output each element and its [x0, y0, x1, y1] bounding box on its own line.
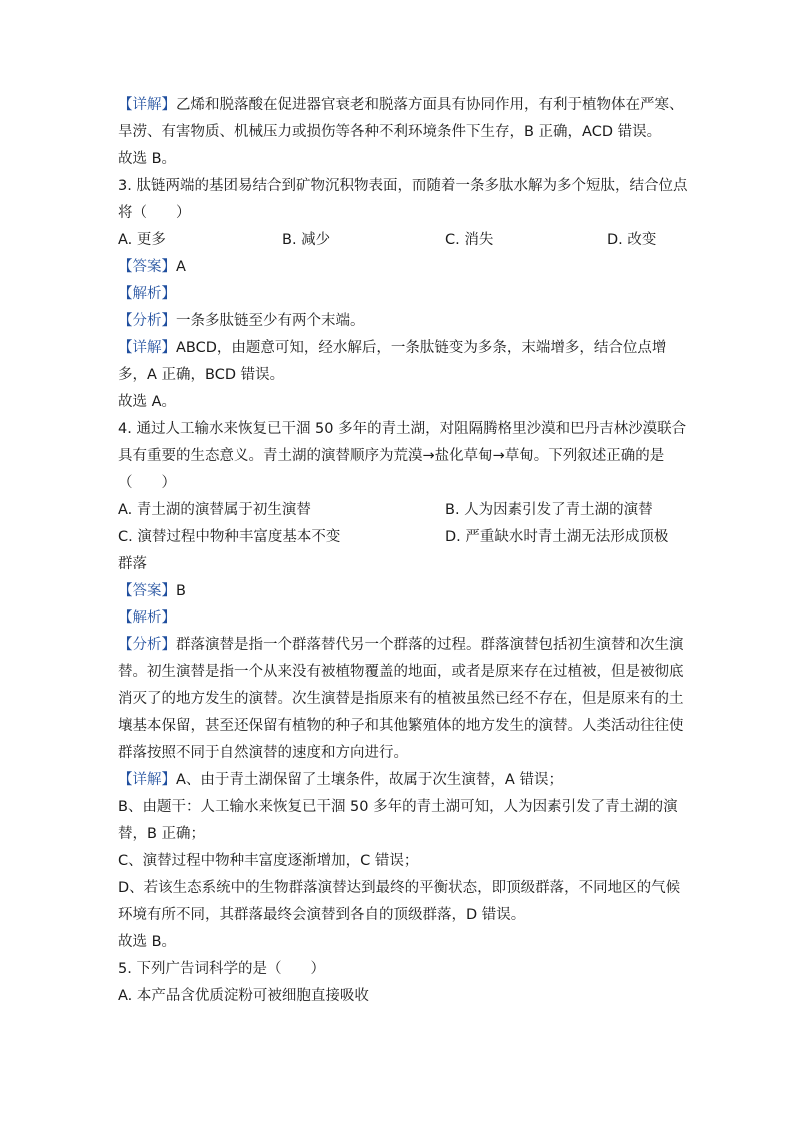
- analysis-tag: 【解析】: [118, 610, 176, 626]
- q2-detail-text-1: 乙烯和脱落酸在促进器官衰老和脱落方面具有协同作用，有利于植物体在严寒、: [176, 97, 684, 113]
- q3-option-d: D. 改变: [607, 232, 657, 248]
- q3-detail-line-2: 多，A 正确，BCD 错误。: [118, 367, 285, 383]
- q4-detail-c: C、演替过程中物种丰富度逐渐增加，C 错误；: [118, 853, 419, 869]
- q3-answer-value: A: [176, 259, 186, 275]
- q3-conclusion: 故选 A。: [118, 394, 177, 410]
- q4-fenxi-line-5: 群落按照不同于自然演替的速度和方向进行。: [118, 745, 408, 761]
- q2-detail-line-2: 旱涝、有害物质、机械压力或损伤等各种不利环境条件下生存，B 正确，ACD 错误。: [118, 124, 662, 140]
- q4-stem-line-3: （ ）: [118, 475, 176, 491]
- q3-stem-line-2: 将（ ）: [118, 205, 191, 221]
- q4-fenxi-line-1: [118, 632, 684, 659]
- q4-option-d: D. 严重缺水时青土湖无法形成顶极: [445, 529, 669, 545]
- q3-option-c: C. 消失: [445, 232, 494, 248]
- q4-detail-b-line-1: B、由题干：人工输水来恢复已干涸 50 多年的青土湖可知，人为因素引发了青土湖的演: [118, 799, 678, 815]
- q4-stem-line-2: 具有重要的生态意义。青土湖的演替顺序为荒漠→盐化草甸→草甸。下列叙述正确的是: [118, 448, 665, 464]
- q4-options-row-1: [118, 497, 678, 524]
- q4-options-row-2: [118, 524, 678, 551]
- q4-analysis-heading: [118, 605, 678, 632]
- detail-tag: 【详解】: [118, 97, 176, 113]
- q3-options: [118, 227, 678, 254]
- q3-option-a: A. 更多: [118, 232, 166, 248]
- answer-tag: 【答案】: [118, 259, 176, 275]
- q4-detail-a-text: A、由于青土湖保留了土壤条件，故属于次生演替，A 错误；: [176, 772, 563, 788]
- q4-detail-b-line-2: 替，B 正确；: [118, 826, 206, 842]
- detail-tag: 【详解】: [118, 772, 176, 788]
- q4-answer: [118, 578, 678, 605]
- q4-answer-value: B: [176, 583, 186, 599]
- detail-tag: 【详解】: [118, 340, 176, 356]
- document-content: [118, 92, 688, 1010]
- q4-fenxi-line-2: 替。初生演替是指一个从来没有被植物覆盖的地面，或者是原来存在过植被，但是被彻底: [118, 664, 684, 680]
- q3-analysis-heading: [118, 281, 678, 308]
- q4-conclusion: 故选 B。: [118, 934, 177, 950]
- fenxi-tag: 【分析】: [118, 313, 176, 329]
- q2-conclusion: 故选 B。: [118, 151, 177, 167]
- q4-fenxi-line-4: 壤基本保留，甚至还保留有植物的种子和其他繁殖体的地方发生的演替。人类活动往往使: [118, 718, 684, 734]
- q3-detail-text-1: ABCD，由题意可知，经水解后，一条肽链变为多条，末端增多，结合位点增: [176, 340, 667, 356]
- q3-answer: [118, 254, 678, 281]
- q4-option-c: C. 演替过程中物种丰富度基本不变: [118, 529, 341, 545]
- q3-option-b: B. 减少: [282, 232, 331, 248]
- q4-fenxi-text-1: 群落演替是指一个群落替代另一个群落的过程。群落演替包括初生演替和次生演: [176, 637, 684, 653]
- analysis-tag: 【解析】: [118, 286, 176, 302]
- q5-stem: 5. 下列广告词科学的是（ ）: [118, 961, 325, 977]
- q4-fenxi-line-3: 消灭了的地方发生的演替。次生演替是指原来有的植被虽然已经不存在，但是原来有的土: [118, 691, 684, 707]
- q4-option-b: B. 人为因素引发了青土湖的演替: [445, 502, 653, 518]
- q4-detail-d-line-1: D、若该生态系统中的生物群落演替达到最终的平衡状态，即顶级群落，不同地区的气候: [118, 880, 681, 896]
- q4-stem-line-1: 4. 通过人工输水来恢复已干涸 50 多年的青土湖，对阻隔腾格里沙漠和巴丹吉林沙漠联合: [118, 421, 687, 437]
- fenxi-tag: 【分析】: [118, 637, 176, 653]
- q4-detail-a: [118, 767, 678, 794]
- q4-option-a: A. 青土湖的演替属于初生演替: [118, 502, 311, 518]
- q3-detail-line-1: [118, 335, 678, 362]
- q2-detail-line-1: [118, 92, 684, 119]
- q3-fenxi: [118, 308, 678, 335]
- q4-detail-d-line-2: 环境有所不同，其群落最终会演替到各自的顶级群落，D 错误。: [118, 907, 526, 923]
- answer-tag: 【答案】: [118, 583, 176, 599]
- q4-option-d-continuation: 群落: [118, 556, 147, 572]
- q5-option-a: A. 本产品含优质淀粉可被细胞直接吸收: [118, 988, 369, 1004]
- q3-fenxi-text: 一条多肽链至少有两个末端。: [176, 313, 365, 329]
- q3-stem-line-1: 3. 肽链两端的基团易结合到矿物沉积物表面，而随着一条多肽水解为多个短肽，结合位点: [118, 178, 688, 194]
